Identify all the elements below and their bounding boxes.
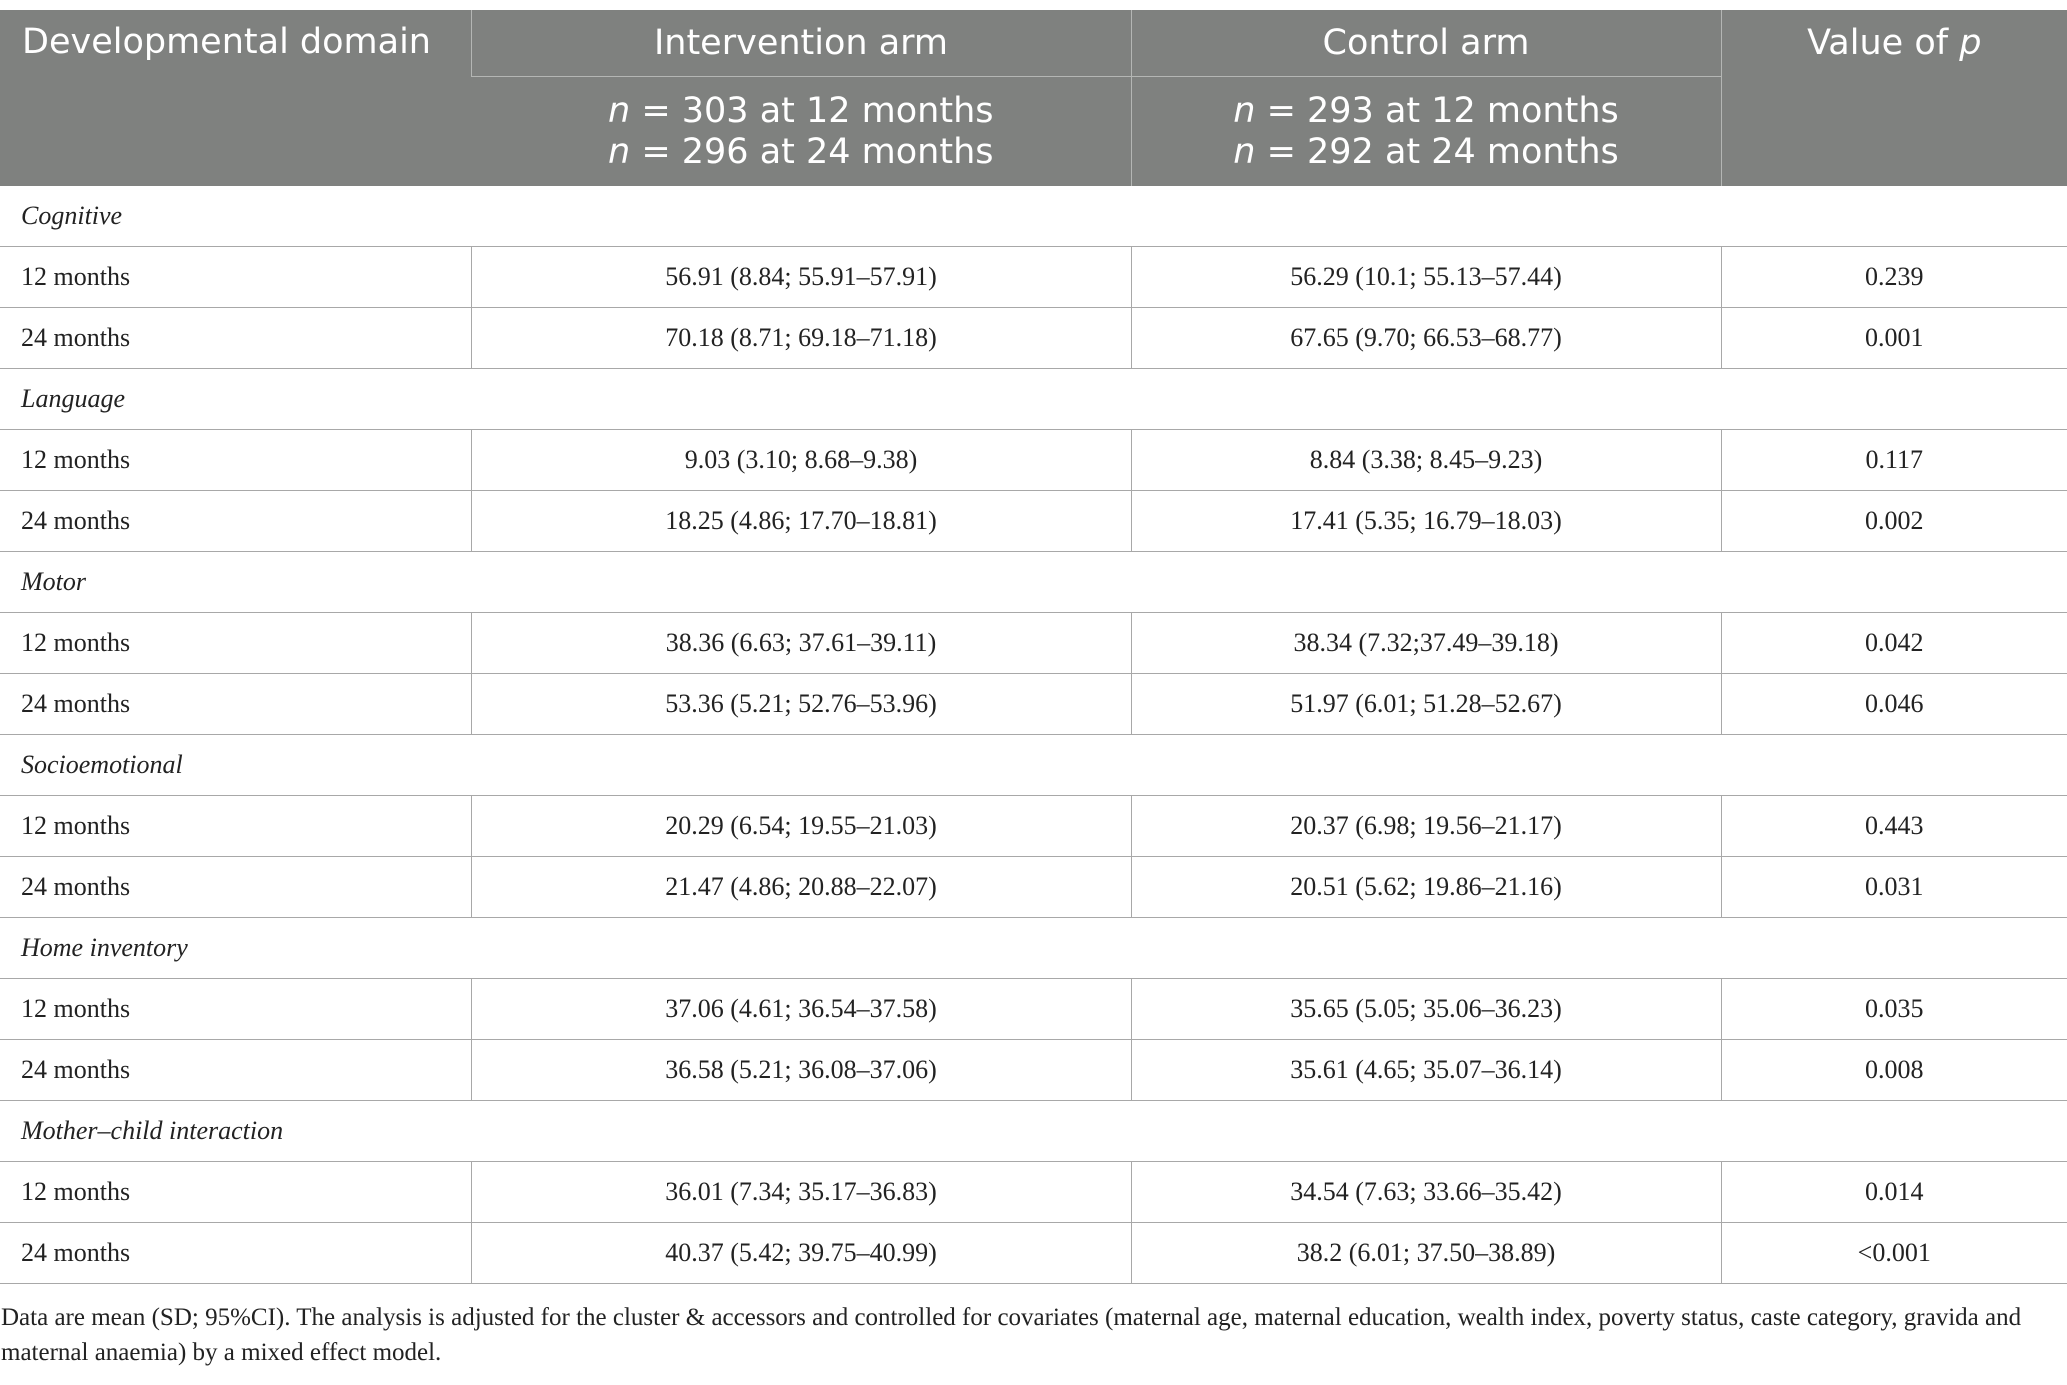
row-label: 12 months <box>0 1162 471 1223</box>
intervention-value: 53.36 (5.21; 52.76–53.96) <box>471 674 1131 735</box>
control-value: 51.97 (6.01; 51.28–52.67) <box>1131 674 1721 735</box>
sample-size-line <box>1132 91 1721 132</box>
p-value: 0.014 <box>1721 1162 2067 1223</box>
row-label: 24 months <box>0 491 471 552</box>
row-label: 12 months <box>0 247 471 308</box>
intervention-value: 9.03 (3.10; 8.68–9.38) <box>471 430 1131 491</box>
table-row <box>0 1162 2067 1223</box>
table-footnote: Data are mean (SD; 95%CI). The analysis is adjusted for the cluster & accessors and controlled for covariates (maternal age, maternal education, wealth index, poverty status, caste category, gravida and maternal anaemia) by a mixed effect model. <box>1 1304 2022 1366</box>
table-row <box>0 247 2067 308</box>
intervention-value: 36.58 (5.21; 36.08–37.06) <box>471 1040 1131 1101</box>
table-row <box>0 674 2067 735</box>
row-label: 12 months <box>0 430 471 491</box>
column-header-domain: Developmental domain <box>0 10 471 186</box>
intervention-value: 70.18 (8.71; 69.18–71.18) <box>471 308 1131 369</box>
p-value: 0.239 <box>1721 247 2067 308</box>
column-header-control: Control arm <box>1131 10 1721 77</box>
p-value: 0.042 <box>1721 613 2067 674</box>
results-table <box>0 10 2067 1284</box>
p-value: 0.001 <box>1721 308 2067 369</box>
column-header-intervention: Intervention arm <box>471 10 1131 77</box>
row-label: 24 months <box>0 308 471 369</box>
control-value: 8.84 (3.38; 8.45–9.23) <box>1131 430 1721 491</box>
row-label: 24 months <box>0 1223 471 1284</box>
intervention-value: 18.25 (4.86; 17.70–18.81) <box>471 491 1131 552</box>
p-value: 0.035 <box>1721 979 2067 1040</box>
n-symbol: n <box>608 131 631 172</box>
table-body <box>0 186 2067 1284</box>
control-value: 38.2 (6.01; 37.50–38.89) <box>1131 1223 1721 1284</box>
table-row <box>0 1040 2067 1101</box>
n-symbol: n <box>1233 90 1256 131</box>
p-value: 0.117 <box>1721 430 2067 491</box>
group-row-socioemotional <box>0 735 2067 796</box>
results-table-container <box>0 10 2067 1284</box>
group-label: Language <box>0 369 2067 430</box>
intervention-value: 36.01 (7.34; 35.17–36.83) <box>471 1162 1131 1223</box>
group-label: Home inventory <box>0 918 2067 979</box>
n-symbol: n <box>608 90 631 131</box>
group-label: Cognitive <box>0 186 2067 247</box>
control-value: 20.37 (6.98; 19.56–21.17) <box>1131 796 1721 857</box>
table-row <box>0 796 2067 857</box>
row-label: 24 months <box>0 857 471 918</box>
p-value: 0.008 <box>1721 1040 2067 1101</box>
group-label: Socioemotional <box>0 735 2067 796</box>
group-row-mother-child-interaction <box>0 1101 2067 1162</box>
intervention-value: 38.36 (6.63; 37.61–39.11) <box>471 613 1131 674</box>
control-value: 56.29 (10.1; 55.13–57.44) <box>1131 247 1721 308</box>
table-row <box>0 979 2067 1040</box>
p-value: 0.002 <box>1721 491 2067 552</box>
sample-size-text: = 303 at 12 months <box>630 90 994 131</box>
sample-size-line <box>471 132 1131 173</box>
control-value: 35.65 (5.05; 35.06–36.23) <box>1131 979 1721 1040</box>
p-value: 0.031 <box>1721 857 2067 918</box>
control-value: 17.41 (5.35; 16.79–18.03) <box>1131 491 1721 552</box>
row-label: 12 months <box>0 796 471 857</box>
intervention-value: 21.47 (4.86; 20.88–22.07) <box>471 857 1131 918</box>
table-header <box>0 10 2067 186</box>
row-label: 24 months <box>0 1040 471 1101</box>
table-row <box>0 491 2067 552</box>
intervention-value: 37.06 (4.61; 36.54–37.58) <box>471 979 1131 1040</box>
sample-size-line <box>1132 132 1721 173</box>
column-header-pvalue <box>1721 10 2067 186</box>
row-label: 12 months <box>0 979 471 1040</box>
intervention-value: 56.91 (8.84; 55.91–57.91) <box>471 247 1131 308</box>
control-value: 20.51 (5.62; 19.86–21.16) <box>1131 857 1721 918</box>
group-label: Motor <box>0 552 2067 613</box>
pvalue-symbol: p <box>1959 23 1982 63</box>
group-label: Mother–child interaction <box>0 1101 2067 1162</box>
sample-size-text: = 296 at 24 months <box>630 131 994 172</box>
table-row <box>0 430 2067 491</box>
table-row <box>0 857 2067 918</box>
n-symbol: n <box>1233 131 1256 172</box>
group-row-language <box>0 369 2067 430</box>
p-value: 0.046 <box>1721 674 2067 735</box>
pvalue-label: Value of <box>1807 23 1949 63</box>
row-label: 24 months <box>0 674 471 735</box>
table-row <box>0 1223 2067 1284</box>
table-row <box>0 613 2067 674</box>
control-value: 35.61 (4.65; 35.07–36.14) <box>1131 1040 1721 1101</box>
sample-size-text: = 293 at 12 months <box>1255 90 1619 131</box>
intervention-sample-sizes <box>471 77 1131 187</box>
control-value: 34.54 (7.63; 33.66–35.42) <box>1131 1162 1721 1223</box>
table-row <box>0 308 2067 369</box>
control-value: 38.34 (7.32;37.49–39.18) <box>1131 613 1721 674</box>
row-label: 12 months <box>0 613 471 674</box>
control-value: 67.65 (9.70; 66.53–68.77) <box>1131 308 1721 369</box>
group-row-home-inventory <box>0 918 2067 979</box>
group-row-cognitive <box>0 186 2067 247</box>
p-value: <0.001 <box>1721 1223 2067 1284</box>
p-value: 0.443 <box>1721 796 2067 857</box>
sample-size-text: = 292 at 24 months <box>1255 131 1619 172</box>
sample-size-line <box>471 91 1131 132</box>
intervention-value: 20.29 (6.54; 19.55–21.03) <box>471 796 1131 857</box>
intervention-value: 40.37 (5.42; 39.75–40.99) <box>471 1223 1131 1284</box>
group-row-motor <box>0 552 2067 613</box>
control-sample-sizes <box>1131 77 1721 187</box>
